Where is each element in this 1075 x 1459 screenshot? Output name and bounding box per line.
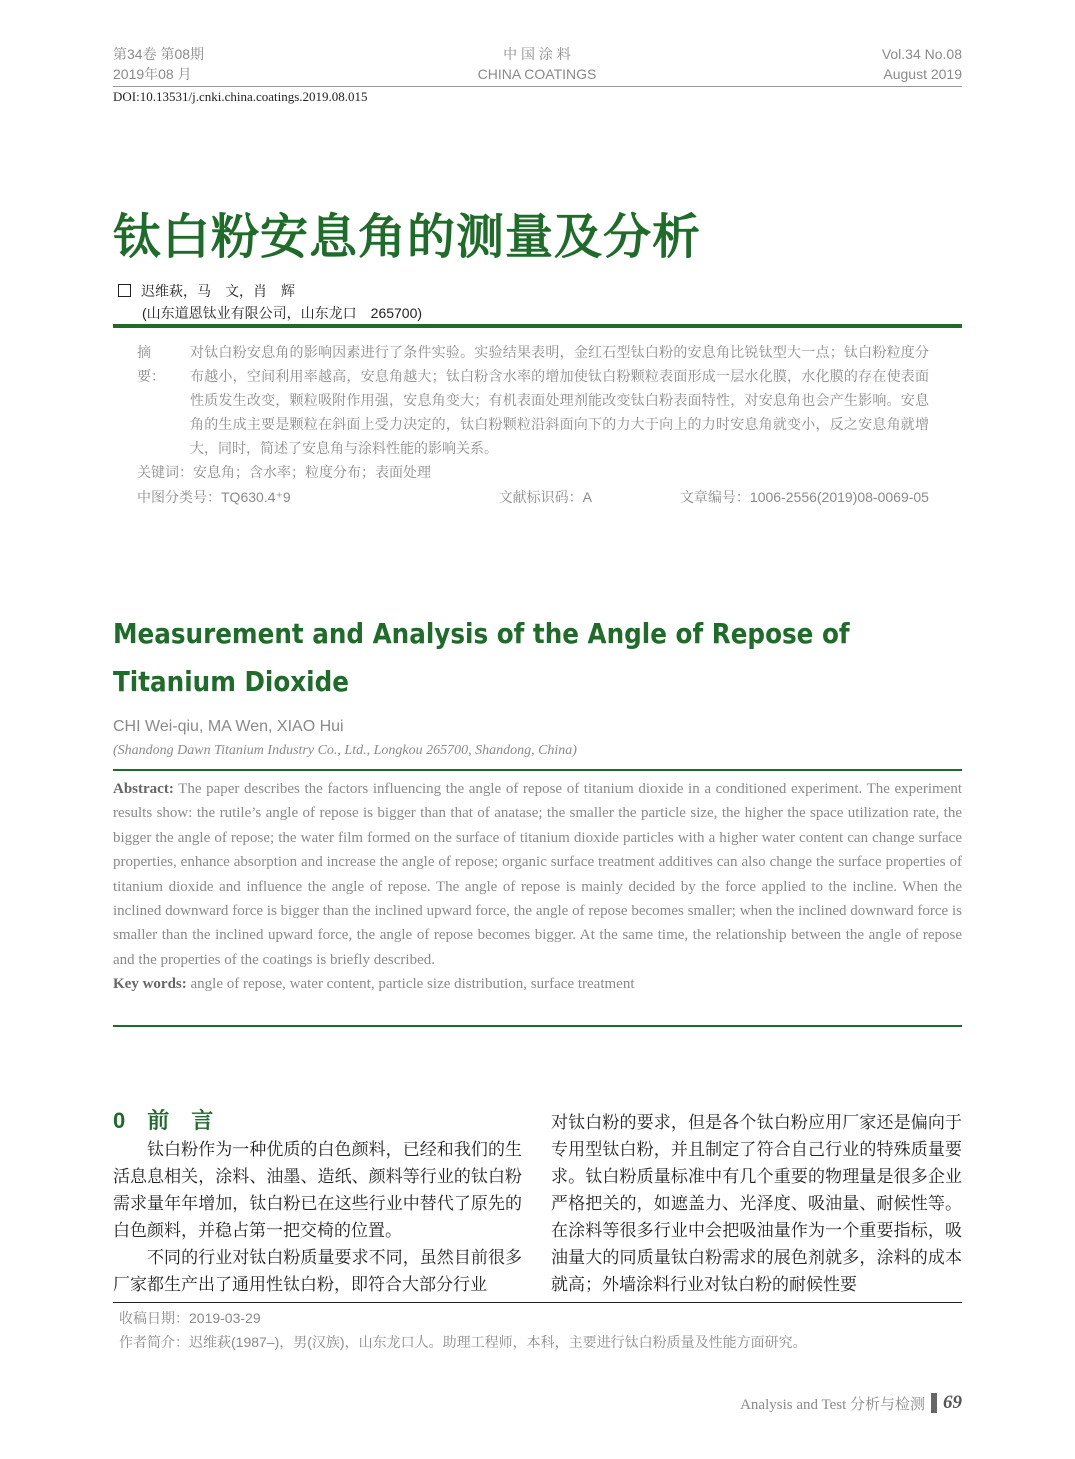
title-en-line2: Titanium Dioxide [113, 665, 349, 698]
paragraph: 对钛白粉的要求，但是各个钛白粉应用厂家还是偏向于专用型钛白粉，并且制定了符合自己行业的特殊质量要求。钛白粉质量标准中有几个重要的物理量是很多企业严格把关的，如遮盖力、光泽度、吸油量、耐候性等。在涂料等很多行业中会把吸油量作为一个重要指标，吸油量大的同质量钛白粉需求的展色剂就多，涂料的成本就高；外墙涂料行业对钛白粉的耐候性要 [551, 1113, 962, 1295]
abstract-label-en: Abstract: [113, 781, 174, 797]
page-number: 69 [943, 1392, 962, 1413]
author-bio: 作者简介：迟维萩(1987–)，男(汉族)，山东龙口人。助理工程师，本科，主要进行钛白粉质量及性能方面研究。 [119, 1334, 807, 1350]
abstract-bottom-rule [113, 1025, 962, 1027]
footnote-rule [113, 1302, 962, 1303]
footer-section: Analysis and Test 分析与检测 [740, 1396, 925, 1413]
authors-cn: 迟维萩，马 文，肖 辉 [141, 283, 295, 299]
classification-number: 中图分类号：TQ630.4⁺9 [137, 489, 291, 505]
square-bullet-icon [118, 284, 131, 297]
journal-name-en: CHINA COATINGS [477, 66, 597, 82]
received-date: 收稿日期：2019-03-29 [119, 1310, 261, 1326]
volume-line: Vol.34 No.08 [881, 46, 962, 62]
abstract-text-cn: 对钛白粉安息角的影响因素进行了条件实验。实验结果表明，金红石型钛白粉的安息角比锐钛型大一点；钛白粉粒度分布越小，空间利用率越高，安息角越大；钛白粉含水率的增加使钛白粉颗粒表面形成一层水化膜，水化膜的存在使表面性质发生改变，颗粒吸附作用强，安息角变大；有机表面处理剂能改变钛白粉表面特性，对安息角也会产生影响。安息角的生成主要是颗粒在斜面上受力决定的，钛白粉颗粒沿斜面向下的力大于向上的力时安息角就变小，反之安息角就增大，同时，简述了安息角与涂料性能的影响关系。 [190, 344, 929, 456]
green-rule [113, 324, 962, 328]
authors-en: CHI Wei-qiu, MA Wen, XIAO Hui [113, 718, 344, 735]
authors-block [118, 280, 422, 324]
issue-line: 第34卷 第08期 [113, 46, 205, 62]
body-right-column [551, 1110, 962, 1299]
header-rule [113, 86, 962, 87]
affiliation-en: (Shandong Dawn Titanium Industry Co., Ltd., Longkou 265700, Shandong, China) [113, 743, 577, 758]
body-left-column [113, 1137, 522, 1299]
abstract-top-rule [113, 769, 962, 771]
page-footer [740, 1392, 962, 1414]
keywords-en: angle of repose, water content, particle size distribution, surface treatment [186, 976, 635, 993]
footnote [119, 1306, 807, 1354]
keywords-cn: 安息角；含水率；粒度分布；表面处理 [193, 464, 431, 480]
footer-bar [931, 1393, 937, 1413]
journal-issue-cn [113, 44, 204, 84]
doi: DOI:10.13531/j.cnki.china.coatings.2019.08.015 [113, 89, 368, 104]
paragraph: 钛白粉作为一种优质的白色颜料，已经和我们的生活息息相关，涂料、油墨、造纸、颜料等行业的钛白粉需求量年年增加，钛白粉已在这些行业中替代了原先的白色颜料，并稳占第一把交椅的位置。 [113, 1140, 522, 1241]
title-cn: 钛白粉安息角的测量及分析 [113, 211, 702, 264]
abstract-en [113, 777, 962, 997]
abstract-cn [137, 340, 929, 509]
title-en-line1: Measurement and Analysis of the Angle of Repose of [113, 617, 850, 650]
abstract-text-en: The paper describes the factors influencing the angle of repose of titanium dioxide in a conditioned experiment. The experiment results show: the rutile’s angle of repose is bigger than that of anatase; the smaller the particle size, the higher the space utilization rate, the bigger the angle of repose; the water film formed on the surface of titanium dioxide particles with a higher water content can change surface properties, enhance absorption and increase the angle of repose; organic surface treatment additives can also change the surface properties of titanium dioxide and influence the angle of repose. The angle of repose is mainly decided by the force applied to the incline. When the inclined downward force is bigger than the inclined upward force, the angle of repose becomes smaller; when the inclined downward force is smaller than the inclined upward force, the angle of repose becomes bigger. At the same time, the relationship between the angle of repose and the properties of the coatings is briefly described. [113, 781, 962, 968]
document-code: 文献标识码：A [498, 489, 592, 505]
keywords-label-en: Key words: [113, 976, 187, 993]
date-line: 2019年08 月 [113, 66, 192, 82]
month-line: August 2019 [883, 66, 962, 82]
article-number: 文章编号：1006-2556(2019)08-0069-05 [679, 489, 929, 505]
abstract-label-cn: 摘 要： [137, 344, 165, 384]
section-heading: 0 前 言 [113, 1108, 214, 1133]
paragraph: 不同的行业对钛白粉质量要求不同，虽然目前很多厂家都生产出了通用性钛白粉，即符合大部分行业 [113, 1248, 522, 1295]
journal-name [387, 44, 687, 84]
keywords-label-cn: 关键词： [137, 464, 193, 480]
affiliation-cn: (山东道恩钛业有限公司，山东龙口 265700) [142, 305, 423, 321]
journal-name-cn: 中 国 涂 料 [503, 46, 571, 62]
title-en [113, 610, 958, 706]
journal-issue-en [882, 44, 962, 84]
